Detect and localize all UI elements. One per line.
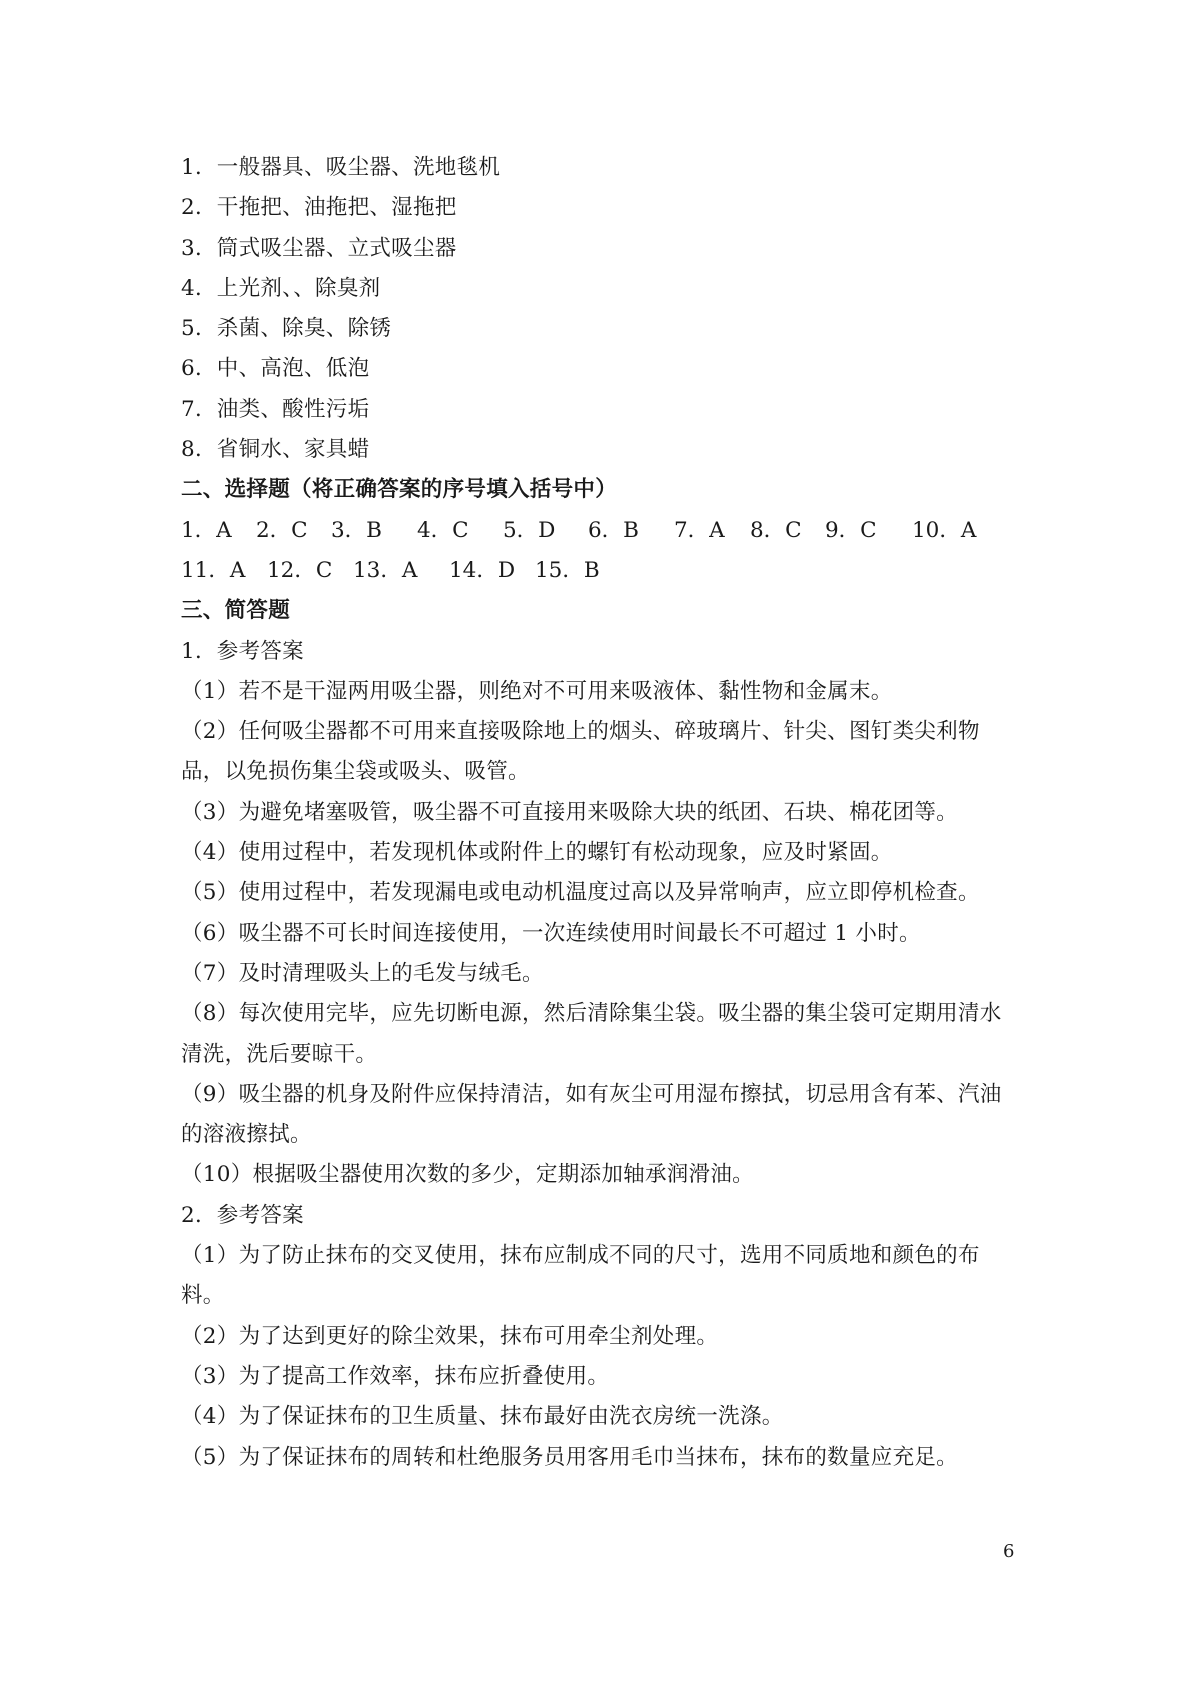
- q2-item-4: （4）为了保证抹布的卫生质量、抹布最好由洗衣房统一洗涤。: [181, 1404, 784, 1430]
- choice-answer: 12．C: [267, 557, 333, 583]
- q2-item-1: （1）为了防止抹布的交叉使用，抹布应制成不同的尺寸，选用不同质地和颜色的布料。: [181, 1243, 980, 1309]
- q1-item-9: （9）吸尘器的机身及附件应保持清洁，如有灰尘可用湿布擦拭，切忌用含有苯、汽油的溶液擦拭。: [181, 1081, 1002, 1148]
- choice-answer: 5．D: [503, 517, 556, 543]
- section2-title: 二、选择题（将正确答案的序号填入括号中）: [181, 477, 618, 503]
- q2-item-5: （5）为了保证抹布的周转和杜绝服务员用客用毛巾当抹布，抹布的数量应充足。: [181, 1444, 958, 1470]
- choice-answer: 4．C: [417, 517, 469, 543]
- fill-answer-6: 6．中、高泡、低泡: [181, 356, 370, 382]
- q1-item-5: （5）使用过程中，若发现漏电或电动机温度过高以及异常响声，应立即停机检查。: [181, 880, 980, 906]
- fill-answer-2: 2．干拖把、油拖把、湿拖把: [181, 195, 457, 221]
- q1-item-6: （6）吸尘器不可长时间连接使用，一次连续使用时间最长不可超过 1 小时。: [181, 920, 921, 946]
- choice-answer: 9．C: [825, 517, 877, 543]
- choice-answer: 1．A: [181, 517, 232, 543]
- fill-answer-5: 5．杀菌、除臭、除锈: [181, 316, 392, 342]
- q1-item-4: （4）使用过程中，若发现机体或附件上的螺钉有松动现象，应及时紧固。: [181, 840, 893, 866]
- q2-item-3: （3）为了提高工作效率，抹布应折叠使用。: [181, 1363, 610, 1389]
- q2-item-2: （2）为了达到更好的除尘效果，抹布可用牵尘剂处理。: [181, 1323, 719, 1349]
- choice-answers-row-2: [181, 551, 1021, 591]
- q1-item-7: （7）及时清理吸头上的毛发与绒毛。: [181, 960, 544, 986]
- q1-item-8: （8）每次使用完毕，应先切断电源，然后清除集尘袋。吸尘器的集尘袋可定期用清水清洗，洗后要晾干。: [181, 1001, 1002, 1067]
- document-body: [181, 148, 1021, 1478]
- q1-label: 1．参考答案: [181, 638, 304, 664]
- q1-item-3: （3）为避免堵塞吸管，吸尘器不可直接用来吸除大块的纸团、石块、棉花团等。: [181, 799, 958, 825]
- fill-answers-list: [181, 148, 1021, 470]
- choice-answer: 3．B: [331, 517, 382, 543]
- page-number: 6: [1003, 1541, 1015, 1562]
- choice-answers-row-1: [181, 511, 1021, 551]
- q1-item-1: （1）若不是干湿两用吸尘器，则绝对不可用来吸液体、黏性物和金属末。: [181, 678, 893, 704]
- section3-title: 三、简答题: [181, 598, 291, 624]
- fill-answer-7: 7．油类、酸性污垢: [181, 396, 370, 422]
- q1-item-10: （10）根据吸尘器使用次数的多少，定期添加轴承润滑油。: [181, 1162, 754, 1188]
- choice-answer: 13．A: [353, 557, 418, 583]
- choice-answer: 15．B: [535, 557, 600, 583]
- fill-answer-1: 1．一般器具、吸尘器、洗地毯机: [181, 155, 501, 180]
- q1-item-2: （2）任何吸尘器都不可用来直接吸除地上的烟头、碎玻璃片、针尖、图钉类尖利物品，以免损伤集尘袋或吸头、吸管。: [181, 719, 980, 785]
- choice-answer: 2．C: [256, 517, 308, 543]
- fill-answer-3: 3．筒式吸尘器、立式吸尘器: [181, 235, 457, 261]
- fill-answer-8: 8．省铜水、家具蜡: [181, 437, 370, 463]
- choice-answer: 6．B: [588, 517, 639, 543]
- choice-answer: 7．A: [674, 517, 725, 543]
- q2-label: 2．参考答案: [181, 1202, 304, 1228]
- choice-answer: 10．A: [912, 517, 977, 543]
- fill-answer-4: 4．上光剂、、除臭剂: [181, 275, 381, 301]
- choice-answer: 14．D: [449, 557, 516, 583]
- choice-answer: 11．A: [181, 557, 246, 583]
- choice-answer: 8．C: [750, 517, 802, 543]
